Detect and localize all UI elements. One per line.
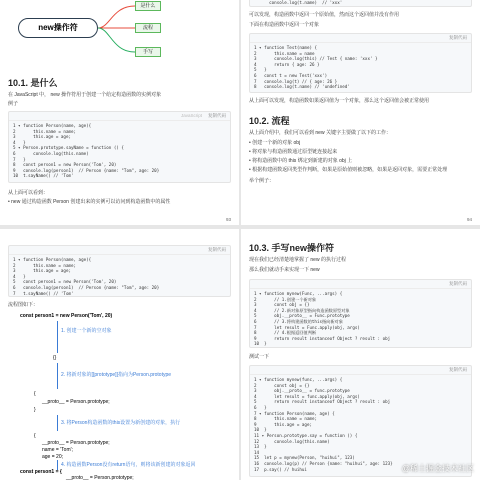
code-line: 3 console.log(this) // Test { name: 'xxx' }: [254, 56, 378, 62]
bullet-item: • new 通过构造函数 Person 创建出来的实例可以访问到构造函数中的属性: [8, 199, 171, 205]
code-block: [249, 33, 472, 93]
code-line: 7 t.sayName() // 'Tom': [13, 290, 74, 296]
code-line: 2 this.name = name;: [13, 262, 77, 268]
code-line: 7 console.log(t) // { age: 26 }: [254, 78, 338, 84]
brace-open: {: [34, 433, 36, 439]
page-94: [241, 0, 480, 225]
flow-line-new: const person1 = new Person('Tom', 20): [20, 313, 113, 319]
code-line: 3 this.age = age;: [13, 268, 71, 274]
flow-step-1: 1. 创建一个新的空对象: [61, 328, 112, 334]
flow-label: 流程图如下：: [8, 302, 39, 308]
code-lines: [250, 375, 471, 474]
page-95: [0, 229, 239, 480]
code-tail-line: console.log(t.name) // 'xxx': [254, 0, 343, 5]
final-object: const person1 = {: [20, 469, 62, 475]
code-block: [249, 365, 472, 477]
mindmap-node-flow: 流程: [135, 23, 161, 33]
code-line: 9 return result instanceof Object ? result : obj: [254, 335, 391, 341]
flow-arrow: [57, 321, 58, 353]
page-96: [241, 229, 480, 480]
code-line: 12 console.log(this.name): [254, 438, 330, 444]
section-heading: 10.1. 是什么: [8, 78, 58, 88]
code-line: 4 }: [13, 139, 26, 145]
page-93: [0, 0, 239, 225]
code-line: 2 const obj = {}: [254, 382, 310, 388]
intro-text: 在 JavaScript 中， new 操作符用于创建一个给定构造函数的实例对象: [8, 92, 162, 98]
code-line: 6 // 3.将构建函数的this指向新对象: [254, 318, 343, 324]
code-lines: [9, 121, 230, 181]
code-line: 7 let result = Func.apply(obj, args): [254, 324, 360, 330]
copy-code-button[interactable]: 复制代码: [449, 367, 467, 372]
code-line: 2 // 1.创建一个新对象: [254, 296, 317, 302]
flow-empty-object: {}: [53, 355, 57, 361]
code-line: 4 }: [13, 273, 26, 279]
code-line: 4 return { age: 26 }: [254, 61, 320, 67]
code-block-tail: [249, 0, 472, 7]
code-line: 8 this.name = name;: [254, 416, 318, 422]
mindmap-node-what: 是什么: [135, 1, 161, 11]
bullet-item: • 创建一个新的对象 obj: [249, 140, 301, 146]
code-line: 10 }: [254, 427, 267, 433]
code-line: 13 }: [254, 444, 267, 450]
section-heading: 10.2. 流程: [249, 116, 290, 126]
code-block: [8, 111, 231, 183]
mindmap-center: new操作符: [18, 18, 98, 38]
code-line: 5 return result instanceof Object ? result : obj: [254, 399, 391, 405]
age-line: age = 20;: [42, 454, 63, 460]
mindmap-connectors: [0, 0, 239, 70]
final-proto: __proto__ = Person.prototype;: [66, 475, 134, 480]
copy-code-button[interactable]: 复制代码: [208, 113, 226, 118]
code-line: 6 console.log(person1) // Person {name: "Tom", age: 20}: [13, 284, 160, 290]
code-line: 10 t.sayName() // 'Tom': [13, 173, 74, 179]
code-line: 11 ▾ Person.prototype.say = function () {: [254, 432, 358, 438]
code-line: 2 this.name = name;: [13, 128, 77, 134]
proto-line: __proto__ = Person.prototype;: [42, 440, 110, 446]
copy-code-button[interactable]: 复制代码: [208, 247, 226, 252]
code-line: 9 console.log(person1) // Person {name: "Tom", age: 20}: [13, 167, 160, 173]
code-line: 8 const person1 = new Person('Tom', 20): [13, 162, 117, 168]
code-line: 16 console.log(p) // Person {name: "huihui", age: 123}: [254, 460, 393, 466]
code-line: 5 const person1 = new Person('Tom', 20): [13, 279, 117, 285]
code-block: [8, 245, 231, 297]
code-line: 4 let result = func.apply(obj, args): [254, 393, 360, 399]
copy-code-button[interactable]: 复制代码: [449, 281, 467, 286]
code-line: 1 ▾ function Test(name) {: [254, 45, 318, 50]
page-number: 93: [225, 217, 231, 222]
code-line: 17 p.say() // huihui: [254, 466, 307, 472]
code-line: 5 obj.__proto__ = Func.prototype: [254, 313, 350, 319]
code-line: 6 console.log(this.name): [13, 150, 89, 156]
paragraph: 现在我们已经清楚地掌握了 new 的执行过程: [249, 257, 346, 263]
code-block: [249, 279, 472, 348]
page-number: 94: [466, 217, 472, 222]
bullet-item: • 根据构建函数返回类型作判断，如果是原始值则被忽略，如果是返回对象，需要正常处理: [249, 167, 448, 173]
code-lines: [9, 255, 230, 297]
code-line: 1 ▾ function mynew(func, ...args) {: [254, 377, 343, 382]
code-line: 1 ▾ function mynew(Func, ...args) {: [254, 291, 343, 296]
code-line: 3 this.age = age;: [13, 134, 71, 140]
bullet-item: • 将对象与构造函数通过原型链连接起来: [249, 149, 338, 155]
copy-code-button[interactable]: 复制代码: [449, 35, 467, 40]
code-line: 5 }: [254, 67, 267, 73]
paragraph: 下面在构造函数中返回一个对象: [249, 22, 320, 28]
code-line: 15 let p = mynew(Person, "huihui", 123): [254, 455, 355, 461]
code-line: 8 // 4.根据返回值判断: [254, 330, 317, 336]
bullet-text: new 通过构造函数 Person 创建出来的实例可以访问到构造函数中的属性: [11, 199, 171, 205]
intro-text: 从上面介绍中，我们可以看到 new 关键字主要做了以下的工作：: [249, 130, 391, 136]
code-line: 14: [254, 449, 260, 455]
mindmap-node-write: 手写: [135, 47, 161, 57]
code-lines: [250, 43, 471, 92]
brace-close: }: [34, 407, 36, 413]
code-line: 7 }: [13, 156, 26, 162]
code-line: 2 this.name = name: [254, 50, 315, 56]
code-line: 1 ▾ function Person(name, age){: [13, 257, 92, 262]
code-line: 3 obj.__proto__ = func.prototype: [254, 388, 350, 394]
example-label: 例子: [8, 101, 19, 107]
paragraph: 那么我们就动手来实现一下 new: [249, 267, 320, 273]
flow-step-3: 3. 将Person构造函数的this设置为新创建的对象，执行: [61, 420, 181, 426]
conclusion-label: 从上面可以看到：: [8, 190, 49, 196]
code-line: 7 ▾ function Person(name, age) {: [254, 410, 335, 416]
paragraph: 从上面可以发现，构造函数如果返回值为一个对象，那么这个返回值会被正常使用: [249, 98, 430, 104]
example-label: 举个例子：: [249, 178, 275, 184]
flow-arrow: [57, 415, 58, 431]
flow-arrow: [57, 363, 58, 389]
code-language: JavaScript: [180, 113, 202, 118]
section-heading: 10.3. 手写new操作符: [249, 243, 335, 253]
bullet-item: • 将构造函数中的 this 绑定到新建的对象 obj 上: [249, 158, 353, 164]
brace-open: {: [34, 391, 36, 397]
code-line: 10 }: [254, 341, 267, 347]
flow-step-4: 4. 构造函数Person没有return语句，则将该新创建的对象返回: [61, 462, 196, 468]
watermark: @稀土掘金技术社区: [401, 464, 474, 473]
code-line: 1 ▾ function Person(name, age){: [13, 123, 92, 128]
flow-step-2: 2. 将新对象的[[prototype]]指向为Person.prototype: [61, 372, 172, 378]
code-lines: [250, 289, 471, 348]
name-line: name = 'Tom';: [42, 447, 73, 453]
code-line: 6 const t = new Test('xxx'): [254, 72, 328, 78]
code-line: 5 ▾ Person.prototype.sayName = function () {: [13, 145, 124, 151]
proto-line: __proto__ = Person.prototype;: [42, 399, 110, 405]
code-line: 8 console.log(t.name) // 'undefined': [254, 84, 350, 90]
test-label: 测试一下: [249, 354, 270, 360]
paragraph: 可以发现，构造函数中返回一个原始值，然而这个返回值并没有作用: [249, 12, 400, 18]
code-line: 3 const obj = {}: [254, 302, 310, 308]
code-line: 6 }: [254, 404, 267, 410]
code-line: 4 // 2.新对象原型指向构造函数原型对象: [254, 307, 350, 313]
code-line: 9 this.age = age;: [254, 421, 312, 427]
